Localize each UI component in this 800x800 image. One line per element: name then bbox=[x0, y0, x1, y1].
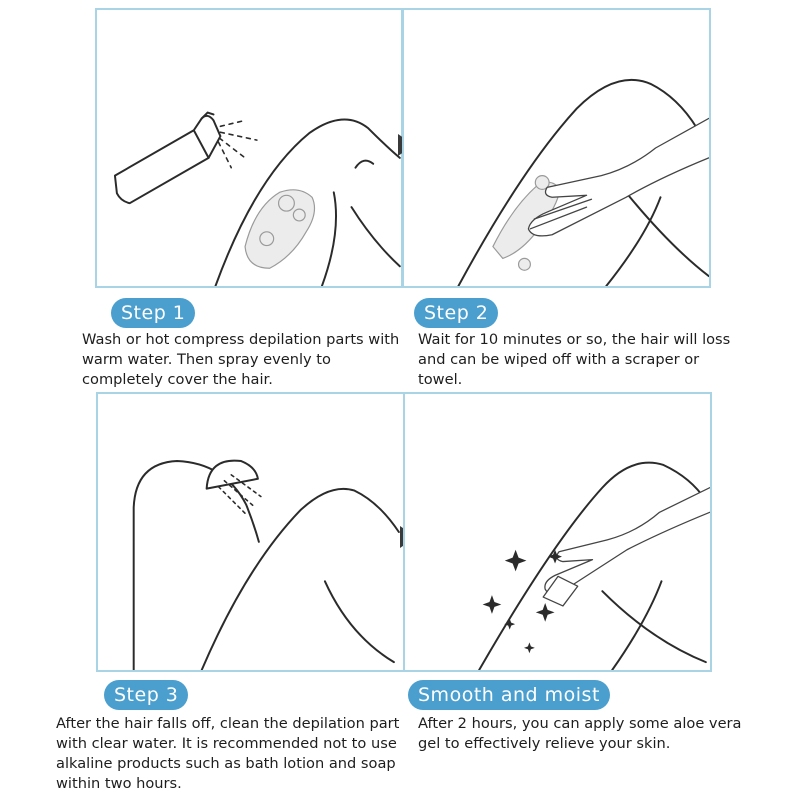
step-3-badge: Step 3 bbox=[104, 680, 188, 710]
step-4-description: After 2 hours, you can apply some aloe vera gel to effectively relieve your skin. bbox=[418, 715, 742, 752]
wipe-leg-illustration bbox=[404, 10, 709, 286]
step-2-badge: Step 2 bbox=[414, 298, 498, 328]
leg-outline bbox=[134, 461, 399, 670]
step-1-badge: Step 1 bbox=[111, 298, 195, 328]
hand-illustration bbox=[528, 118, 708, 235]
spray-can-icon bbox=[115, 113, 257, 204]
illustration-step-3 bbox=[96, 392, 405, 672]
step-4-badge: Smooth and moist bbox=[408, 680, 610, 710]
hand-illustration bbox=[543, 488, 710, 606]
sparkle-icon bbox=[483, 550, 562, 654]
foam-patch bbox=[245, 190, 314, 268]
gel-leg-illustration bbox=[405, 394, 710, 670]
step-3-description: After the hair falls off, clean the depilation part with clear water. It is recommended not to use alkaline products such as bath lotion and soap within two hours. bbox=[56, 715, 400, 792]
spray-leg-illustration bbox=[97, 10, 401, 286]
illustration-step-4 bbox=[403, 392, 712, 672]
step-1-description: Wash or hot compress depilation parts with warm water. Then spray evenly to completely cover the hair. bbox=[82, 331, 400, 388]
illustration-step-2 bbox=[402, 8, 711, 288]
illustration-step-1 bbox=[95, 8, 403, 288]
shower-leg-illustration bbox=[98, 394, 403, 670]
step-2-description: Wait for 10 minutes or so, the hair will loss and can be wiped off with a scraper or towel. bbox=[418, 331, 731, 388]
